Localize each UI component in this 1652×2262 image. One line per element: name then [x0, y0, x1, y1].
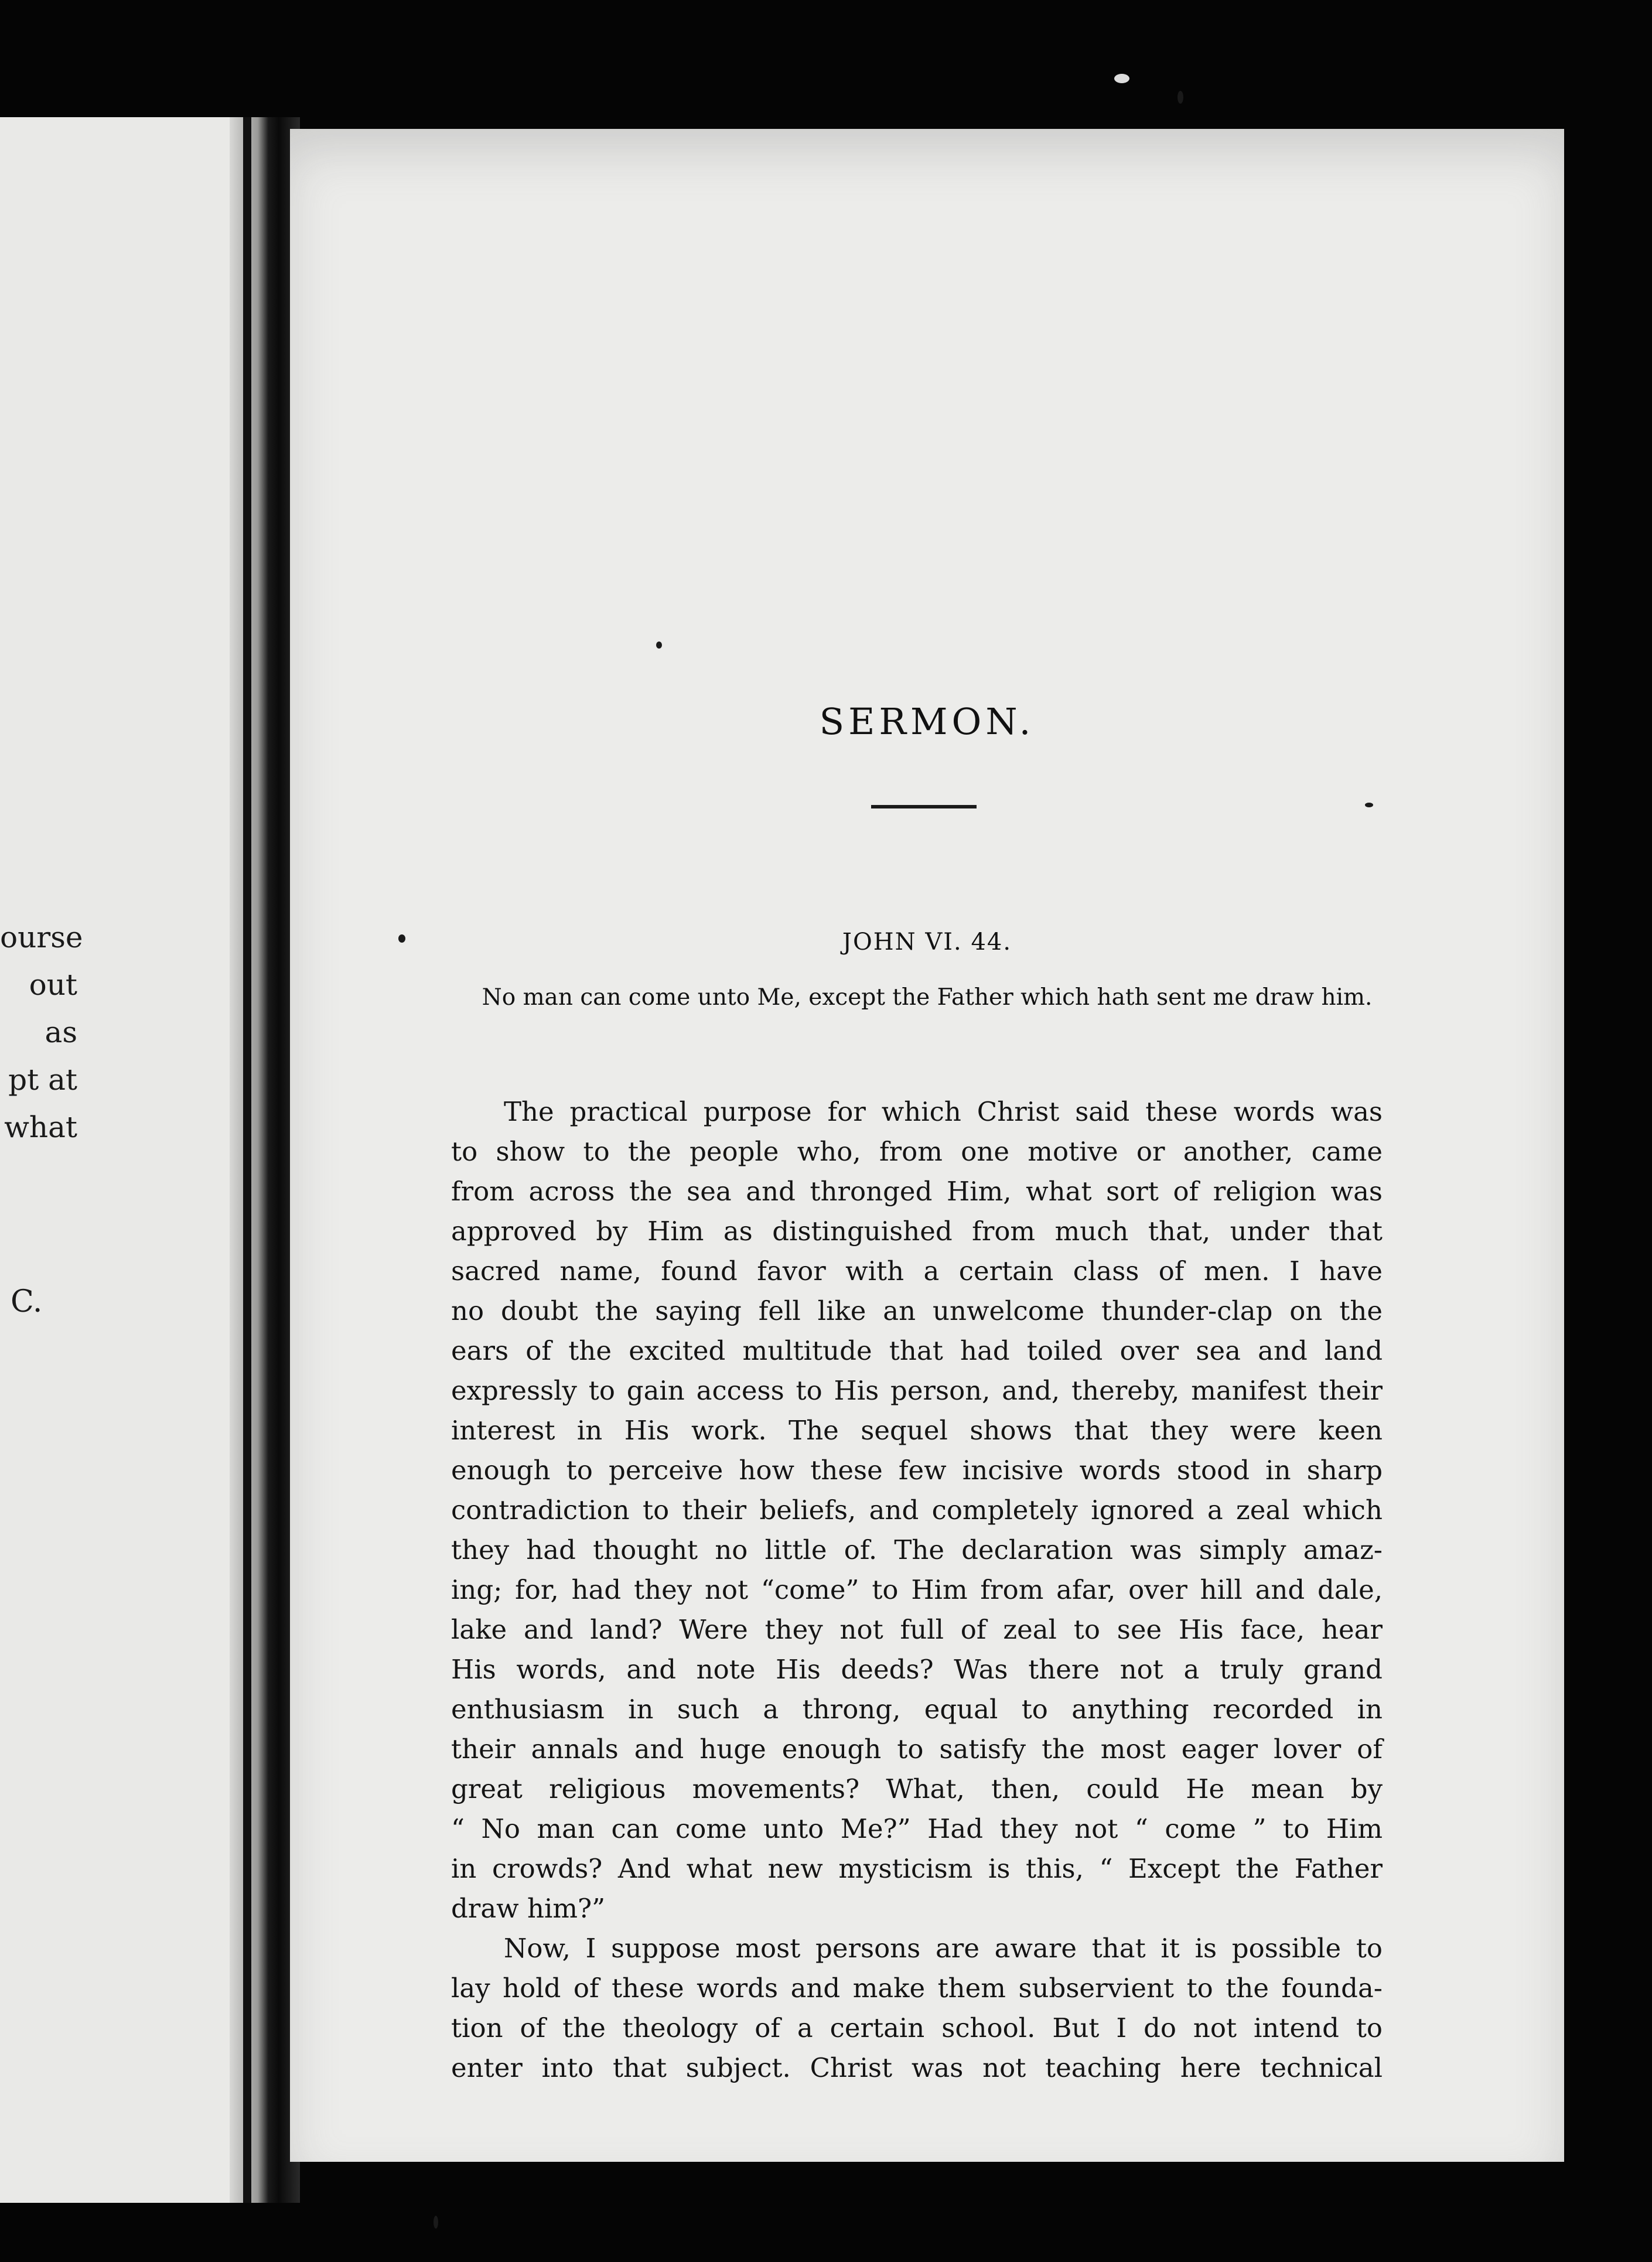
body-line: enthusiasm in such a throng, equal to anything recorded in — [451, 1694, 1383, 1725]
verse-reference: JOHN VI. 44. — [842, 929, 1012, 956]
left-fragment-line: what — [4, 1110, 77, 1144]
scan-speck — [1114, 74, 1129, 83]
body-line: no doubt the saying fell like an unwelcome thunder-clap on the — [451, 1295, 1383, 1326]
scan-speck — [398, 934, 405, 943]
body-line: they had thought no little of. The declaration was simply amaz- — [451, 1534, 1383, 1565]
scan-speck — [434, 2216, 438, 2229]
sermon-body — [451, 1092, 1383, 2088]
body-line: His words, and note His deeds? Was there not a truly grand — [451, 1654, 1383, 1685]
body-line: “ No man can come unto Me?” Had they not “ come ” to Him — [451, 1813, 1383, 1844]
left-fragment-line: out as — [29, 968, 77, 1049]
body-line: their annals and huge enough to satisfy the most eager lover of — [451, 1734, 1383, 1765]
left-page-initial: C. — [11, 1284, 43, 1319]
body-line: contradiction to their beliefs, and completely ignored a zeal which — [451, 1495, 1383, 1526]
gutter-edge — [243, 117, 251, 2203]
body-line: interest in His work. The sequel shows that they were keen — [451, 1415, 1383, 1446]
right-page — [290, 129, 1564, 2162]
body-line: tion of the theology of a certain school. But I do not intend to — [451, 2012, 1383, 2043]
body-line: enough to perceive how these few incisive words stood in sharp — [451, 1455, 1383, 1486]
scan-speck — [1177, 91, 1183, 104]
body-line: Now, I suppose most persons are aware that it is possible to — [504, 1933, 1383, 1964]
left-fragment-line: ourse — [0, 920, 83, 954]
body-line: great religious movements? What, then, could He mean by — [451, 1773, 1383, 1804]
body-line: The practical purpose for which Christ said these words was — [504, 1096, 1383, 1127]
body-line: to show to the people who, from one motive or another, came — [451, 1136, 1383, 1167]
left-fragment-line: pt at — [8, 1063, 77, 1097]
body-line: ears of the excited multitude that had toiled over sea and land — [451, 1335, 1383, 1366]
epigraph: No man can come unto Me, except the Father which hath sent me draw him. — [482, 984, 1373, 1011]
scan-speck — [1365, 803, 1373, 807]
scan-speck — [656, 642, 662, 649]
body-line: from across the sea and thronged Him, what sort of religion was — [451, 1176, 1383, 1207]
body-line: lay hold of these words and make them subservient to the founda- — [451, 1973, 1383, 2004]
body-line: expressly to gain access to His person, and, thereby, manifest their — [451, 1375, 1383, 1406]
body-line: in crowds? And what new mysticism is this, “ Except the Father — [451, 1853, 1383, 1884]
body-line: draw him?” — [451, 1893, 606, 1924]
body-line: enter into that subject. Christ was not teaching here technical — [451, 2052, 1383, 2083]
body-line: ing; for, had they not “come” to Him from afar, over hill and dale, — [451, 1574, 1383, 1605]
title-rule — [871, 805, 977, 808]
body-line: approved by Him as distinguished from much that, under that — [451, 1216, 1383, 1247]
page-title: SERMON. — [819, 700, 1035, 743]
body-line: lake and land? Were they not full of zeal to see His face, hear — [451, 1614, 1383, 1645]
book-gutter — [230, 117, 300, 2203]
body-line: sacred name, found favor with a certain class of men. I have — [451, 1255, 1383, 1287]
